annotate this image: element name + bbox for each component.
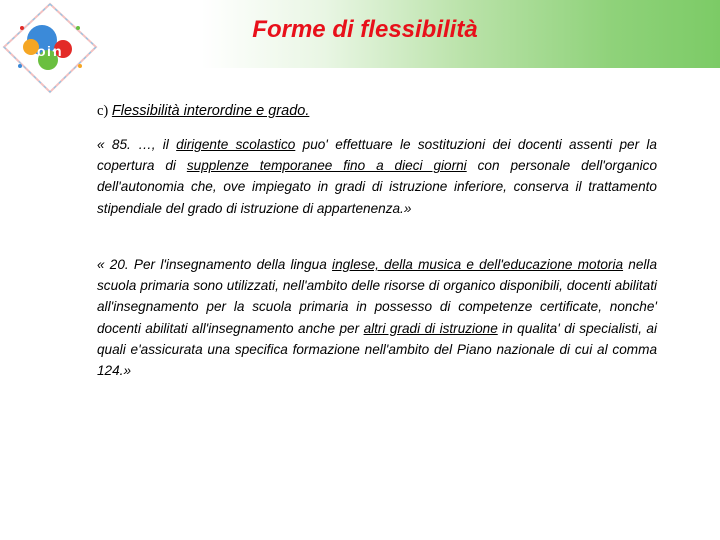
quote-paragraph-85	[97, 134, 657, 219]
p2-seg-1: inglese, della musica e dell'educazione motoria	[332, 257, 624, 272]
p1-seg-1: dirigente scolastico	[176, 137, 296, 152]
p2-seg-4: in qualita' di specialisti, ai quali e'assicurata una specifica formazione nell'ambito del Piano nazionale di cui al comma 124.»	[97, 320, 657, 379]
svg-text:o: o	[37, 43, 46, 59]
section-heading-text: Flessibilità interordine e grado.	[111, 103, 310, 119]
oin-logo	[0, 0, 100, 95]
section-heading	[97, 103, 309, 120]
p1-seg-0: « 85. …, il	[97, 137, 177, 152]
p1-seg-2: puo' effettuare le sostituzioni dei docenti assenti per la copertura di	[97, 137, 657, 174]
svg-text:i: i	[47, 43, 51, 59]
page-title: Forme di flessibilità	[252, 16, 478, 43]
p2-seg-3: altri gradi di istruzione	[363, 320, 498, 336]
p1-seg-3: supplenze temporanee fino a dieci giorni	[186, 158, 467, 174]
section-prefix: c)	[97, 103, 112, 119]
svg-text:n: n	[53, 43, 62, 59]
quote-paragraph-20	[97, 254, 657, 381]
p2-seg-0: « 20. Per l'insegnamento della lingua	[97, 257, 333, 272]
p2-seg-2: nella scuola primaria sono utilizzati, nell'ambito delle risorse di organico disponibili, docenti abilitati all'insegnamento per la scuola primaria in possesso di competenze certificate, nonche' docenti abilitati all'insegnamento anche per	[97, 257, 658, 336]
p1-seg-4: con personale dell'organico dell'autonomia che, ove impiegato in gradi di istruzione inferiore, conserva il trattamento stipendiale del grado di istruzione di appartenenza.»	[97, 158, 658, 216]
